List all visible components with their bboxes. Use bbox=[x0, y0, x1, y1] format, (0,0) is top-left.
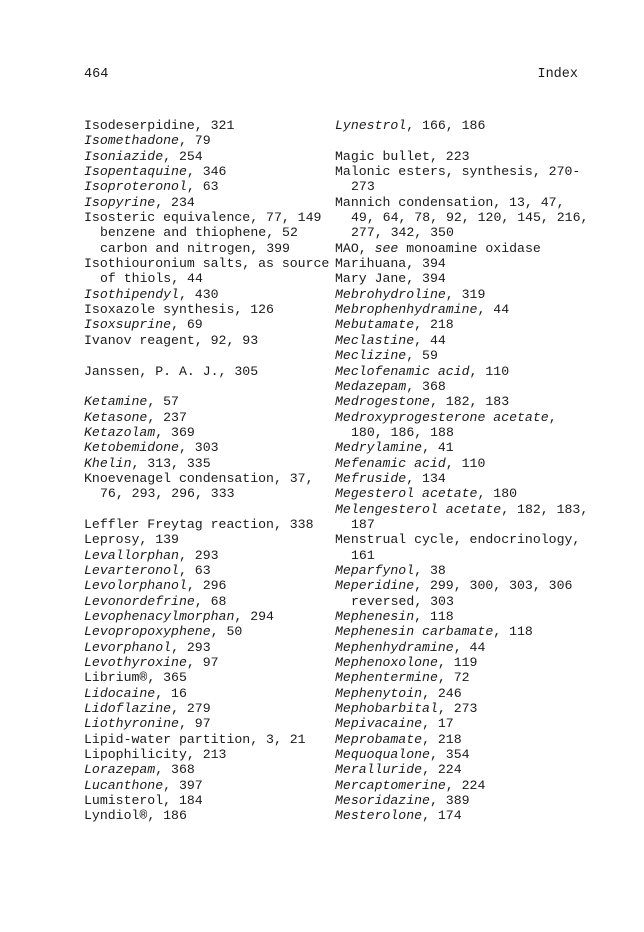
index-term: Levorphanol bbox=[84, 639, 172, 655]
index-term: Mephenhydramine bbox=[335, 639, 454, 655]
page-references: , 182, 183 bbox=[429, 394, 510, 410]
running-head: Index bbox=[537, 67, 578, 82]
page-references: , 218 bbox=[414, 317, 454, 333]
index-term: Isoxazole synthesis bbox=[84, 302, 235, 318]
page-references: , 234 bbox=[155, 194, 195, 210]
index-entry bbox=[84, 195, 334, 210]
page-references: , 303 bbox=[414, 593, 454, 609]
index-term: Janssen, P. A. J. bbox=[84, 363, 219, 379]
index-entry bbox=[84, 732, 334, 747]
index-term: Mequoqualone bbox=[335, 747, 430, 763]
page-references: , 50 bbox=[210, 624, 243, 640]
page-references: , 63 bbox=[178, 562, 211, 578]
page-references: , 110 bbox=[469, 363, 510, 379]
index-entry bbox=[335, 716, 595, 731]
index-entry bbox=[84, 210, 334, 225]
index-entry bbox=[335, 302, 595, 317]
index-entry bbox=[84, 394, 334, 409]
index-term: Liothyronine bbox=[84, 716, 179, 732]
index-term: Magic bullet bbox=[335, 148, 430, 164]
index-entry bbox=[84, 532, 334, 547]
index-term: Mepivacaine bbox=[335, 716, 423, 732]
index-entry bbox=[84, 164, 334, 179]
page-references: , 279 bbox=[171, 701, 211, 717]
index-term: Meclastine bbox=[335, 332, 415, 348]
index-entry bbox=[84, 778, 334, 793]
page-references: , 270-273 bbox=[351, 164, 581, 195]
page-references: , 79 bbox=[178, 133, 211, 149]
page-references: , 72 bbox=[437, 670, 470, 686]
index-term: Medazepam bbox=[335, 378, 407, 394]
index-term: Isoniazide bbox=[84, 148, 164, 164]
index-term: reversed bbox=[351, 593, 415, 609]
index-entry bbox=[335, 256, 595, 271]
index-entry bbox=[335, 640, 595, 655]
index-term: Medrylamine bbox=[335, 440, 423, 456]
index-term: Levophenacylmorphan bbox=[84, 609, 235, 624]
index-term: Lynestrol bbox=[335, 118, 407, 133]
letter-gap bbox=[335, 133, 595, 148]
index-entry bbox=[335, 471, 595, 486]
page-references: , 174 bbox=[422, 808, 462, 824]
page-references: , 44 bbox=[414, 332, 446, 348]
index-term: Menstrual cycle, endocrinology bbox=[335, 532, 573, 548]
index-term: Marihuana bbox=[335, 256, 407, 272]
index-term: Mephenesin carbamate bbox=[335, 624, 494, 640]
index-entry bbox=[335, 732, 595, 747]
index-term: Mefenamic acid bbox=[335, 455, 446, 471]
index-term: Lucanthone bbox=[84, 777, 164, 793]
index-entry bbox=[84, 747, 334, 762]
page-references: , 3, 21 bbox=[250, 731, 306, 747]
page-references: , 224 bbox=[445, 777, 486, 793]
page-references: , 389 bbox=[429, 793, 470, 809]
index-term: Mephenoxolone bbox=[335, 655, 438, 671]
index-entry bbox=[84, 640, 334, 655]
index-term: Isothipendyl bbox=[84, 286, 179, 302]
page-references: , 296 bbox=[186, 578, 227, 594]
page-references: , 224 bbox=[422, 762, 462, 778]
index-entry bbox=[335, 317, 595, 332]
index-term: Meralluride bbox=[335, 762, 423, 778]
index-term: Meperidine bbox=[335, 578, 415, 594]
index-term: Mephobarbital bbox=[335, 701, 438, 717]
index-entry bbox=[335, 195, 595, 241]
index-term: Librium® bbox=[84, 670, 148, 686]
index-term: Isosteric equivalence bbox=[84, 210, 251, 226]
index-entry bbox=[335, 364, 595, 379]
page-references: , 293 bbox=[171, 639, 211, 655]
index-term: benzene and thiophene bbox=[100, 225, 267, 241]
index-entry bbox=[335, 609, 595, 624]
see-reference: see bbox=[374, 240, 399, 256]
index-term: Mephenesin bbox=[335, 609, 415, 624]
page-references: , 394 bbox=[406, 256, 446, 272]
index-entry bbox=[84, 716, 334, 731]
index-term: Isopyrine bbox=[84, 194, 156, 210]
page-references: , 16 bbox=[155, 685, 187, 701]
page-references: , 68 bbox=[194, 593, 227, 609]
page-references: , 97 bbox=[178, 716, 211, 732]
page-references: , 118 bbox=[414, 609, 454, 624]
page-references: , 161 bbox=[351, 532, 589, 563]
page-references: , 303 bbox=[178, 440, 219, 456]
index-column-right bbox=[335, 118, 595, 824]
index-entry bbox=[84, 456, 334, 471]
index-term: Meparfynol bbox=[335, 562, 415, 578]
index-entry bbox=[84, 317, 334, 332]
index-entry bbox=[335, 149, 595, 164]
index-subentry bbox=[84, 241, 334, 256]
index-entry bbox=[84, 364, 334, 379]
page-references: , 182, 183, 187 bbox=[351, 501, 597, 532]
index-entry bbox=[335, 624, 595, 639]
index-entry bbox=[335, 394, 595, 409]
index-entry bbox=[84, 701, 334, 716]
index-term: Mannich condensation bbox=[335, 194, 494, 210]
page-references: , 305 bbox=[218, 363, 259, 379]
page-references: , 368 bbox=[155, 762, 195, 778]
index-term: Ketasone bbox=[84, 409, 148, 425]
index-entry bbox=[335, 118, 595, 133]
index-entry bbox=[335, 655, 595, 670]
index-entry bbox=[335, 164, 595, 195]
page-references: , 369 bbox=[155, 424, 195, 440]
page-references: , 92, 93 bbox=[194, 332, 259, 348]
page-references: , 63 bbox=[186, 179, 219, 195]
index-entry bbox=[84, 287, 334, 302]
page-references: , 110 bbox=[445, 455, 486, 471]
index-entry bbox=[84, 578, 334, 593]
page-references: , 237 bbox=[147, 409, 187, 425]
index-term: Isothiouronium salts, as source of thiols bbox=[84, 256, 338, 287]
page-references: , 293 bbox=[178, 547, 219, 563]
index-term: Levopropoxyphene bbox=[84, 624, 211, 640]
index-entry bbox=[84, 410, 334, 425]
index-term: Lidocaine bbox=[84, 685, 156, 701]
index-term: Ivanov reagent bbox=[84, 332, 195, 348]
page-references: , 321 bbox=[194, 118, 235, 133]
page-references: , 313, 335 bbox=[131, 455, 211, 471]
index-term: Levonordefrine bbox=[84, 593, 195, 609]
page-references: , 299, 300, 303, 306 bbox=[414, 578, 573, 594]
index-term: Ketamine bbox=[84, 394, 148, 410]
letter-gap bbox=[84, 348, 334, 363]
page-references: , 77, 149 bbox=[250, 210, 322, 226]
index-term: Lidoflazine bbox=[84, 701, 172, 717]
index-entry bbox=[84, 471, 334, 502]
index-entry bbox=[84, 149, 334, 164]
page-references: , 119 bbox=[437, 655, 478, 671]
index-term: Mercaptomerine bbox=[335, 777, 446, 793]
index-term: MAO, bbox=[335, 240, 375, 256]
index-term: Meclofenamic acid bbox=[335, 363, 470, 379]
index-entry bbox=[335, 287, 595, 302]
index-term: Mebrohydroline bbox=[335, 286, 446, 302]
index-entry bbox=[335, 502, 595, 533]
page-references: , 180 bbox=[477, 486, 518, 502]
index-entry bbox=[335, 241, 595, 256]
index-entry bbox=[84, 425, 334, 440]
page-references: , 57 bbox=[147, 394, 179, 410]
index-entry bbox=[335, 348, 595, 363]
index-term: Lipid-water partition bbox=[84, 731, 251, 747]
index-term: Levothyroxine bbox=[84, 655, 187, 671]
index-term: Megesterol acetate bbox=[335, 486, 478, 502]
page-references: , 294 bbox=[234, 609, 274, 624]
page-references: , 52 bbox=[266, 225, 298, 241]
page-references: , 213 bbox=[186, 747, 227, 763]
index-term: Isodeserpidine bbox=[84, 118, 195, 133]
index-term: Ketobemidone bbox=[84, 440, 179, 456]
page-references: , 368 bbox=[406, 378, 446, 394]
index-entry bbox=[84, 118, 334, 133]
page-references: , 430 bbox=[178, 286, 219, 302]
letter-gap bbox=[84, 379, 334, 394]
index-term: Lumisterol bbox=[84, 793, 164, 809]
index-entry bbox=[84, 333, 334, 348]
page-references: , 254 bbox=[163, 148, 203, 164]
index-entry bbox=[335, 410, 595, 441]
index-term: Lipophilicity bbox=[84, 747, 187, 763]
page-references: , 69 bbox=[171, 317, 203, 333]
page-references: , 365 bbox=[147, 670, 187, 686]
letter-gap bbox=[84, 502, 334, 517]
page-references: , 139 bbox=[139, 532, 179, 548]
index-entry bbox=[335, 686, 595, 701]
page-references: , 184 bbox=[163, 793, 203, 809]
index-entry bbox=[84, 609, 334, 624]
index-term: Khelin bbox=[84, 455, 132, 471]
page-references: , 338 bbox=[273, 516, 314, 532]
index-entry bbox=[335, 456, 595, 471]
page-references: , 44 bbox=[171, 271, 203, 287]
page-references: , 41 bbox=[422, 440, 454, 456]
page-references: , 346 bbox=[186, 164, 227, 180]
index-entry bbox=[335, 379, 595, 394]
index-entry bbox=[335, 793, 595, 808]
index-entry bbox=[84, 179, 334, 194]
index-term: Isopentaquine bbox=[84, 164, 187, 180]
index-term: Meclizine bbox=[335, 348, 407, 364]
page-references: , 399 bbox=[250, 240, 290, 256]
index-entry bbox=[335, 563, 595, 578]
index-term: Medroxyprogesterone acetate bbox=[335, 409, 549, 425]
index-term: Levarteronol bbox=[84, 562, 179, 578]
index-entry bbox=[84, 302, 334, 317]
page-references: , 319 bbox=[445, 286, 486, 302]
page-number: 464 bbox=[84, 67, 109, 82]
index-column-left bbox=[84, 118, 338, 824]
index-entry bbox=[335, 532, 595, 563]
page-references: , 246 bbox=[422, 685, 462, 701]
page-references: , 44 bbox=[477, 302, 510, 318]
index-entry bbox=[84, 762, 334, 777]
page-references: , 397 bbox=[163, 777, 203, 793]
index-term: Levallorphan bbox=[84, 547, 179, 563]
index-subentry bbox=[84, 225, 334, 240]
index-term: Melengesterol acetate bbox=[335, 501, 502, 517]
index-term: Medrogestone bbox=[335, 394, 430, 410]
index-entry bbox=[335, 778, 595, 793]
index-term: Mebrophenhydramine bbox=[335, 302, 478, 318]
index-term: Mebutamate bbox=[335, 317, 415, 333]
index-entry bbox=[84, 133, 334, 148]
index-entry bbox=[84, 624, 334, 639]
index-entry bbox=[335, 578, 595, 593]
page-references: , 218 bbox=[422, 731, 462, 747]
index-term: Mephenytoin bbox=[335, 685, 423, 701]
index-term: Malonic esters, synthesis bbox=[335, 164, 533, 180]
index-entry bbox=[335, 701, 595, 716]
index-entry bbox=[335, 808, 595, 823]
index-term: Isomethadone bbox=[84, 133, 179, 149]
index-entry bbox=[84, 793, 334, 808]
index-term: Mephentermine bbox=[335, 670, 438, 686]
page-references: , 97 bbox=[186, 655, 219, 671]
page-references: , 13, 47, 49, 64, 78, 92, 120, 145, 216, 277, 342, 350 bbox=[351, 194, 597, 241]
index-entry bbox=[335, 333, 595, 348]
index-entry bbox=[84, 670, 334, 685]
index-term: Lyndiol® bbox=[84, 808, 148, 824]
index-term: Leprosy bbox=[84, 532, 140, 548]
page-references: , 134 bbox=[406, 470, 446, 486]
index-entry bbox=[84, 594, 334, 609]
page-references: , 273 bbox=[437, 701, 478, 717]
index-term: Mesterolone bbox=[335, 808, 423, 824]
index-term: Meprobamate bbox=[335, 731, 423, 747]
page-references: , 37, 76, 293, 296, 333 bbox=[100, 470, 322, 502]
index-entry bbox=[84, 517, 334, 532]
page-references: , 44 bbox=[453, 639, 486, 655]
index-term: Isoproteronol bbox=[84, 179, 187, 195]
index-term: Mary Jane bbox=[335, 271, 407, 287]
index-entry bbox=[335, 440, 595, 455]
index-term: Levolorphanol bbox=[84, 578, 187, 594]
page-references: , 223 bbox=[429, 148, 470, 164]
page-references: , 59 bbox=[406, 348, 438, 364]
index-term: Mefruside bbox=[335, 470, 407, 486]
page-references: , 186 bbox=[147, 808, 187, 824]
index-term: Lorazepam bbox=[84, 762, 156, 778]
page-references: , 180, 186, 188 bbox=[351, 409, 565, 440]
page-references: monoamine oxidase bbox=[398, 240, 541, 256]
index-entry bbox=[335, 762, 595, 777]
index-term: Ketazolam bbox=[84, 424, 156, 440]
index-term: Mesoridazine bbox=[335, 793, 430, 809]
page-references: , 394 bbox=[406, 271, 446, 287]
index-entry bbox=[84, 256, 338, 287]
index-entry bbox=[84, 563, 334, 578]
index-term: Leffler Freytag reaction bbox=[84, 516, 274, 532]
index-entry bbox=[84, 548, 334, 563]
index-term: Knoevenagel condensation bbox=[84, 470, 274, 486]
page-references: , 118 bbox=[493, 624, 533, 640]
index-entry bbox=[84, 808, 334, 823]
page-references: , 17 bbox=[422, 716, 454, 732]
page-references: , 166, 186 bbox=[406, 118, 486, 133]
index-entry bbox=[335, 747, 595, 762]
index-entry bbox=[84, 655, 334, 670]
index-entry bbox=[335, 271, 595, 286]
index-entry bbox=[335, 486, 595, 501]
page-references: , 126 bbox=[234, 302, 274, 318]
page-references: , 354 bbox=[429, 747, 470, 763]
index-term: Isoxsuprine bbox=[84, 317, 172, 333]
page-references: , 38 bbox=[414, 562, 446, 578]
index-entry bbox=[84, 686, 334, 701]
index-entry bbox=[84, 440, 334, 455]
index-entry bbox=[335, 670, 595, 685]
index-subentry bbox=[335, 594, 595, 609]
index-term: carbon and nitrogen bbox=[100, 240, 251, 256]
